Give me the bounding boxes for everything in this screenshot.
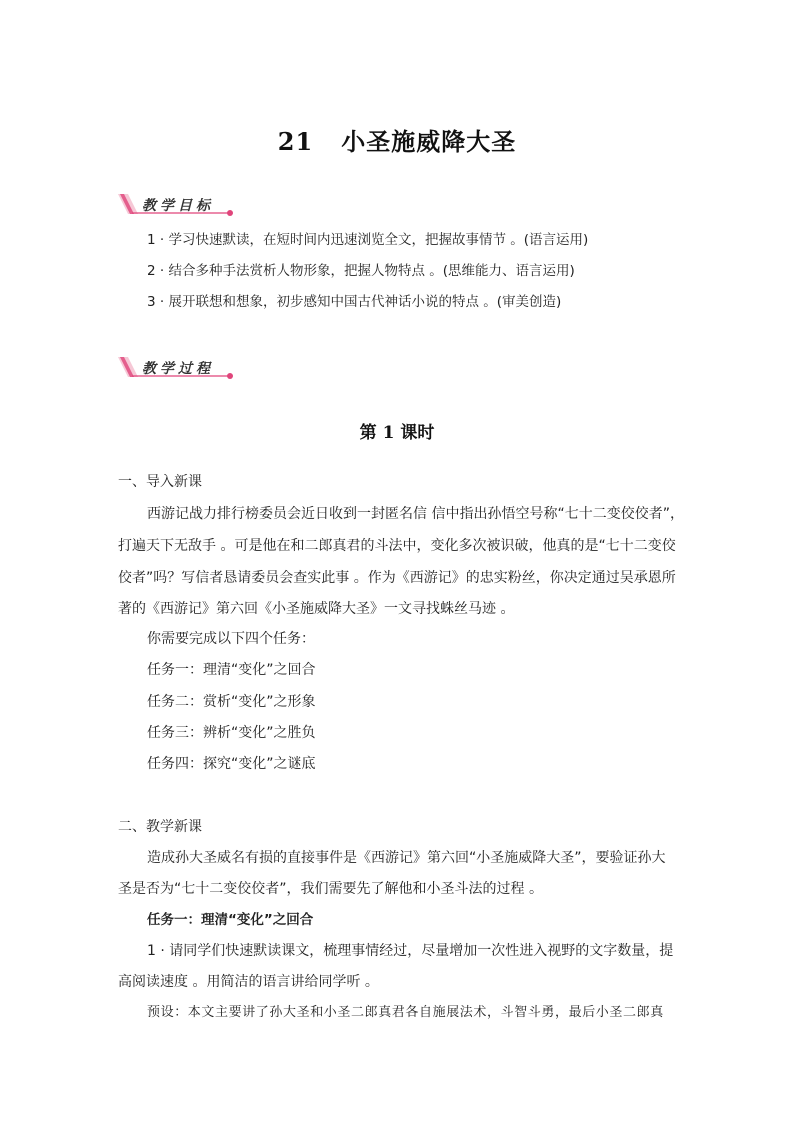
step1-line-2: 高阅读速度 。用简洁的语言讲给同学听 。	[118, 974, 379, 990]
section1-para-line-4: 著的《西游记》第六回《小圣施威降大圣》一文寻找蛛丝马迹 。	[118, 601, 515, 617]
section2-para-line-1: 造成孙大圣威名有损的直接事件是《西游记》第六回“小圣施威降大圣”，要验证孙大	[147, 850, 666, 866]
section1-para-line-2: 打遍天下无敌手 。可是他在和二郎真君的斗法中，变化多次被识破，他真的是“七十二变佼	[118, 538, 676, 554]
process-tag-label: 教学过程	[142, 361, 214, 377]
objective-item-3: 3 · 展开联想和想象，初步感知中国古代神话小说的特点 。(审美创造)	[147, 294, 562, 310]
task-item-1: 任务一：理清“变化”之回合	[147, 662, 316, 678]
page-title	[0, 122, 794, 157]
task-item-2: 任务二：赏析“变化”之形象	[147, 694, 316, 710]
section1-heading: 一、导入新课	[118, 474, 202, 490]
objective-item-2: 2 · 结合多种手法赏析人物形象，把握人物特点 。(思维能力、语言运用)	[147, 263, 575, 279]
task-item-3: 任务三：辨析“变化”之胜负	[147, 725, 316, 741]
objectives-tag	[118, 192, 238, 220]
section1-para-line-1: 西游记战力排行榜委员会近日收到一封匿名信 信中指出孙悟空号称“七十二变佼佼者”，	[147, 506, 684, 522]
process-tag	[118, 355, 238, 383]
step1-line-1: 1 · 请同学们快速默读课文，梳理事情经过，尽量增加一次性进入视野的文字数量，提	[147, 943, 674, 959]
section2-para-line-2: 圣是否为“七十二变佼佼者”，我们需要先了解他和小圣斗法的过程 。	[118, 881, 543, 897]
objectives-tag-label: 教学目标	[142, 198, 214, 214]
lesson-heading: 第 1 课时	[359, 423, 435, 443]
task-item-4: 任务四：探究“变化”之谜底	[147, 756, 316, 772]
task1-heading: 任务一：理清“变化”之回合	[147, 912, 314, 928]
preset-answer: 预设：本文主要讲了孙大圣和小圣二郎真君各自施展法术，斗智斗勇，最后小圣二郎真	[147, 1005, 664, 1020]
section1-intro: 你需要完成以下四个任务：	[147, 631, 315, 647]
section1-para-line-3: 佼者”吗？写信者恳请委员会查实此事 。作为《西游记》的忠实粉丝，你决定通过吴承恩所	[118, 570, 676, 586]
section2-heading: 二、教学新课	[118, 819, 202, 835]
lesson-title: 小圣施威降大圣	[341, 127, 517, 156]
lesson-number: 21	[277, 127, 314, 156]
objective-item-1: 1 · 学习快速默读，在短时间内迅速浏览全文，把握故事情节 。(语言运用)	[147, 232, 589, 248]
